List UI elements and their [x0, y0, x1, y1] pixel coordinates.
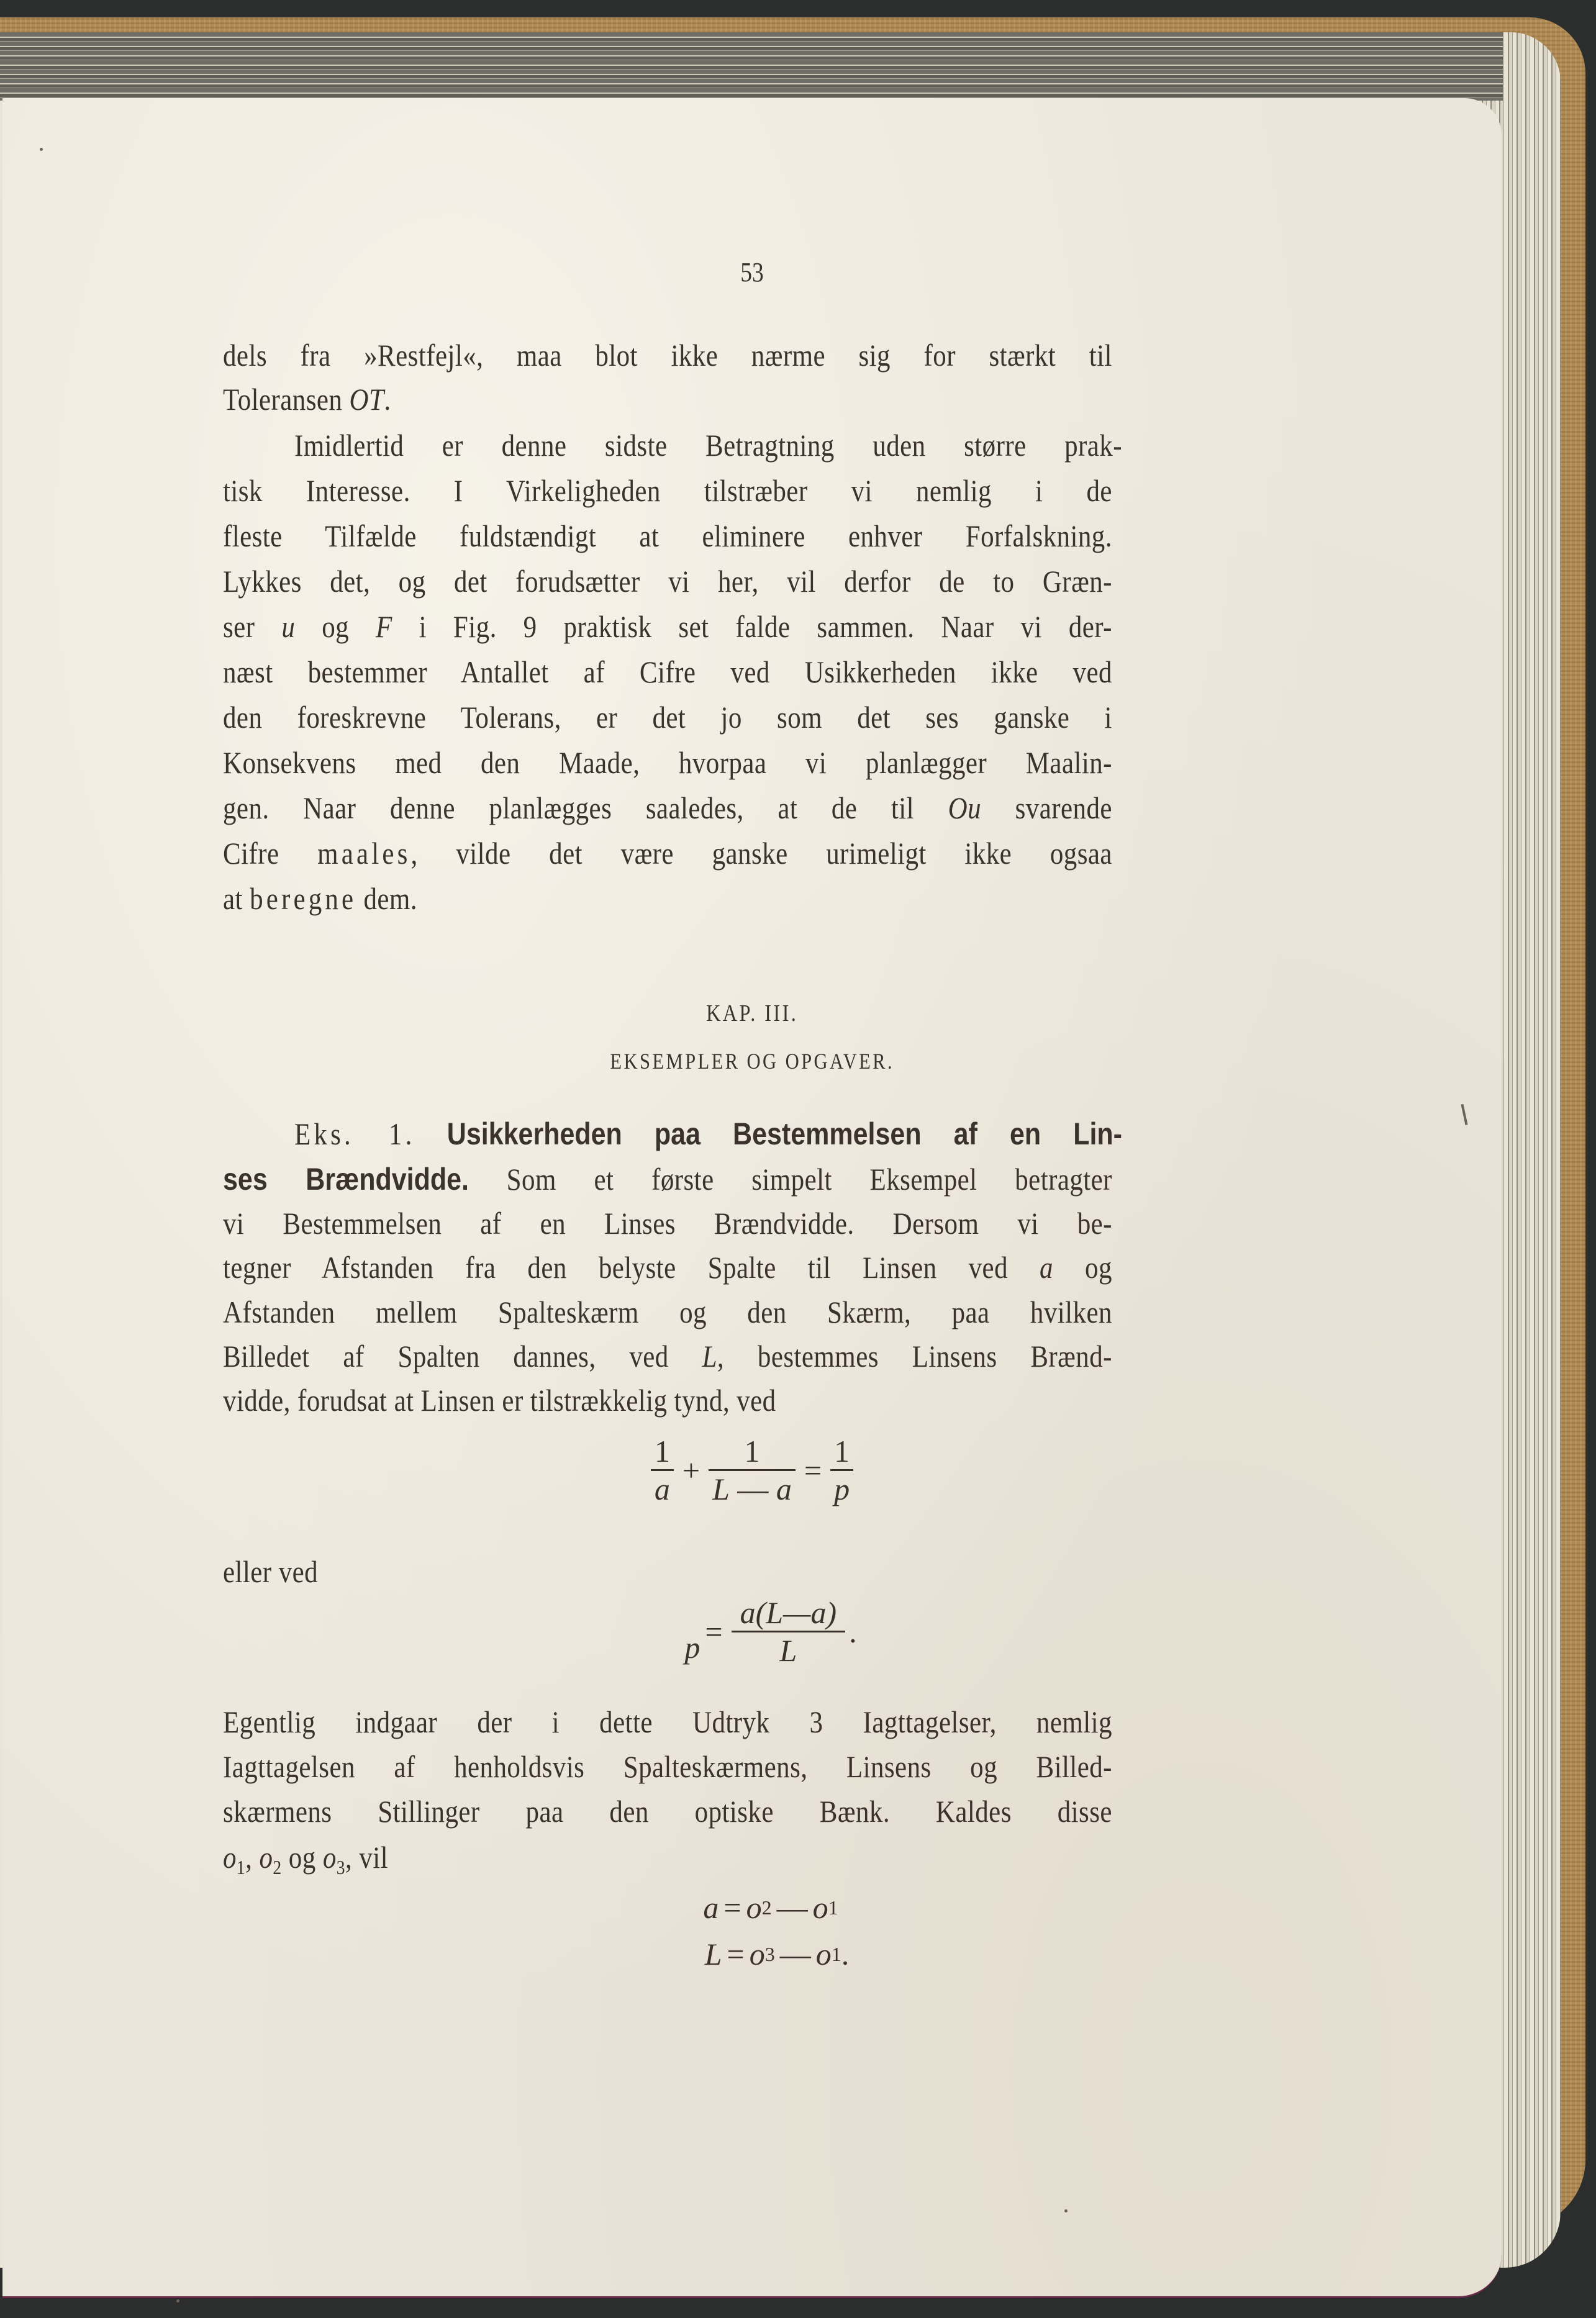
text-line: Egentlig indgaar der i dette Udtryk 3 Iagttagelser, nemlig — [223, 1705, 1112, 1739]
text-line: Iagttagelsen af henholdsvis Spalteskærmens, Linsens og Billed- — [223, 1749, 1112, 1784]
math-symbol: o — [815, 1937, 832, 1972]
math-symbol: L — [704, 1937, 722, 1972]
text-line — [223, 1839, 1112, 1876]
text-run: gen. Naar denne planlægges saaledes, at de til — [223, 790, 948, 825]
formula-lens-equation — [2, 1433, 1502, 1507]
math-symbol: a — [1040, 1250, 1053, 1285]
equals-sign: = — [723, 1890, 741, 1925]
fraction-1-over-a — [651, 1433, 674, 1507]
fraction-1-over-L-minus-a — [709, 1433, 796, 1507]
chapter-number — [2, 1000, 1502, 1027]
math-symbol: o — [746, 1890, 762, 1925]
text-run: , vilde det være ganske urimeligt ikke ogsaa — [410, 836, 1112, 871]
formula-L-definition: L = o 3 — o 1 . — [704, 1937, 850, 1972]
page-stack-top-edge — [0, 32, 1503, 101]
denominator: p — [834, 1472, 850, 1506]
paper-mark — [1461, 1104, 1468, 1125]
text-line: Lykkes det, og det forudsætter vi her, vil derfor de to Græn- — [223, 564, 1112, 599]
equals-sign: = — [727, 1937, 745, 1972]
text-run: Som et første simpelt Eksempel betragter — [506, 1162, 1112, 1197]
example-heading-line — [294, 1115, 1122, 1152]
text-run: at — [223, 881, 250, 916]
text-line: fleste Tilfælde fuldstændigt at eliminere enhver Forfalskning. — [223, 518, 1112, 553]
math-symbol: L — [712, 1472, 730, 1506]
fraction-aLa-over-L — [732, 1595, 846, 1668]
minus-sign: — — [776, 1890, 808, 1925]
minus-sign: — — [737, 1472, 769, 1506]
math-symbol: p — [684, 1629, 701, 1665]
paper-speck — [1064, 2209, 1068, 2212]
numerator: 1 — [709, 1433, 796, 1471]
formula-a-definition: a = o 2 — o 1 — [703, 1890, 838, 1925]
subscript: 3 — [336, 1856, 345, 1878]
text-run: , bestemmes Linsens Brænd- — [717, 1339, 1112, 1374]
text-line: skærmens Stillinger paa den optiske Bænk. Kaldes disse — [223, 1794, 1112, 1829]
example-heading: ses Brændvidde. — [223, 1162, 469, 1197]
emphasis-spaced: beregne — [250, 881, 357, 916]
text-run: ser — [223, 609, 282, 644]
text-run: svarende — [981, 790, 1112, 825]
text-line: tisk Interesse. I Virkeligheden tilstræber vi nemlig i de — [223, 473, 1112, 508]
text-line: næst bestemmer Antallet af Cifre ved Usikkerheden ikke ved — [223, 654, 1112, 689]
text-line — [223, 1161, 1112, 1198]
text-line: eller ved — [223, 1554, 319, 1589]
numerator: 1 — [830, 1433, 853, 1471]
chapter-title-text: EKSEMPLER OG OPGAVER. — [610, 1049, 894, 1074]
numerator: a(L—a) — [732, 1595, 846, 1632]
emphasis-spaced: maales — [317, 836, 411, 871]
text-run: , — [245, 1840, 260, 1875]
example-heading: Usikkerheden paa Bestemmelsen af en Lin- — [447, 1116, 1123, 1151]
text-line: vi Bestemmelsen af en Linses Brændvidde. Dersom vi be- — [223, 1206, 1112, 1241]
text-run: dem. — [356, 881, 417, 916]
equals-sign: = — [804, 1452, 822, 1488]
chapter-title — [2, 1048, 1502, 1074]
text-line — [223, 1338, 1112, 1375]
math-symbol: Ou — [948, 790, 982, 825]
text-run: og — [295, 609, 376, 644]
math-symbol: o — [259, 1840, 273, 1875]
paper-speck — [40, 148, 43, 151]
denominator: L — [779, 1633, 797, 1668]
fraction-1-over-p — [830, 1433, 853, 1507]
math-symbol: o — [749, 1937, 765, 1972]
text-line: Afstanden mellem Spalteskærm og den Skærm, paa hvilken — [223, 1295, 1112, 1329]
text-run: Cifre — [223, 836, 318, 871]
text-line: dels fra »Restfejl«, maa blot ikke nærme sig for stærkt til — [223, 338, 1112, 373]
math-symbol: a — [776, 1472, 792, 1506]
plus-sign: + — [682, 1452, 701, 1488]
example-label: Eks. 1. — [294, 1116, 415, 1151]
period: . — [849, 1614, 857, 1649]
math-symbol: OT — [349, 382, 384, 417]
text-line — [223, 880, 1112, 917]
text-line: Imidlertid er denne sidste Betragtning uden større prak- — [294, 428, 1122, 463]
period: . — [841, 1937, 850, 1972]
paper-speck — [176, 2299, 179, 2302]
equals-sign: = — [705, 1614, 723, 1649]
text-run: og — [281, 1840, 323, 1875]
page-number-text: 53 — [740, 257, 764, 287]
math-symbol: o — [223, 1840, 237, 1875]
text-line — [223, 789, 1112, 826]
math-symbol: o — [812, 1890, 828, 1925]
text-line — [223, 608, 1112, 645]
text-run: , vil — [345, 1840, 388, 1875]
denominator: a — [654, 1472, 670, 1506]
math-symbol: u — [281, 609, 296, 644]
page-number — [115, 256, 1389, 288]
text-run: Billedet af Spalten dannes, ved — [223, 1339, 702, 1374]
math-symbol: o — [322, 1840, 337, 1875]
text-line — [223, 1249, 1112, 1286]
text-line: Konsekvens med den Maade, hvorpaa vi planlægger Maalin- — [223, 745, 1112, 780]
chapter-number-text: KAP. III. — [705, 1000, 799, 1026]
minus-sign: — — [779, 1937, 811, 1972]
formula-focal-length — [2, 1595, 1502, 1668]
text-run: . — [384, 382, 391, 417]
numerator: 1 — [651, 1433, 674, 1471]
text-line — [223, 381, 1112, 418]
book-page — [2, 98, 1502, 2298]
math-symbol: a — [703, 1890, 719, 1925]
text-run: og — [1053, 1250, 1112, 1285]
math-symbol: F — [376, 609, 392, 644]
math-symbol: L — [702, 1339, 717, 1374]
subscript: 2 — [273, 1856, 282, 1878]
text-line: den foreskrevne Tolerans, er det jo som det ses ganske i — [223, 700, 1112, 735]
text-run: Toleransen — [223, 382, 350, 417]
text-run: tegner Afstanden fra den belyste Spalte til Linsen ved — [223, 1250, 1040, 1285]
subscript: 1 — [236, 1856, 246, 1878]
text-line: vidde, forudsat at Linsen er tilstrækkelig tynd, ved — [223, 1383, 776, 1418]
text-run: i Fig. 9 praktisk set falde sammen. Naar vi der- — [392, 609, 1112, 644]
denominator — [709, 1471, 796, 1507]
text-line — [223, 835, 1112, 872]
